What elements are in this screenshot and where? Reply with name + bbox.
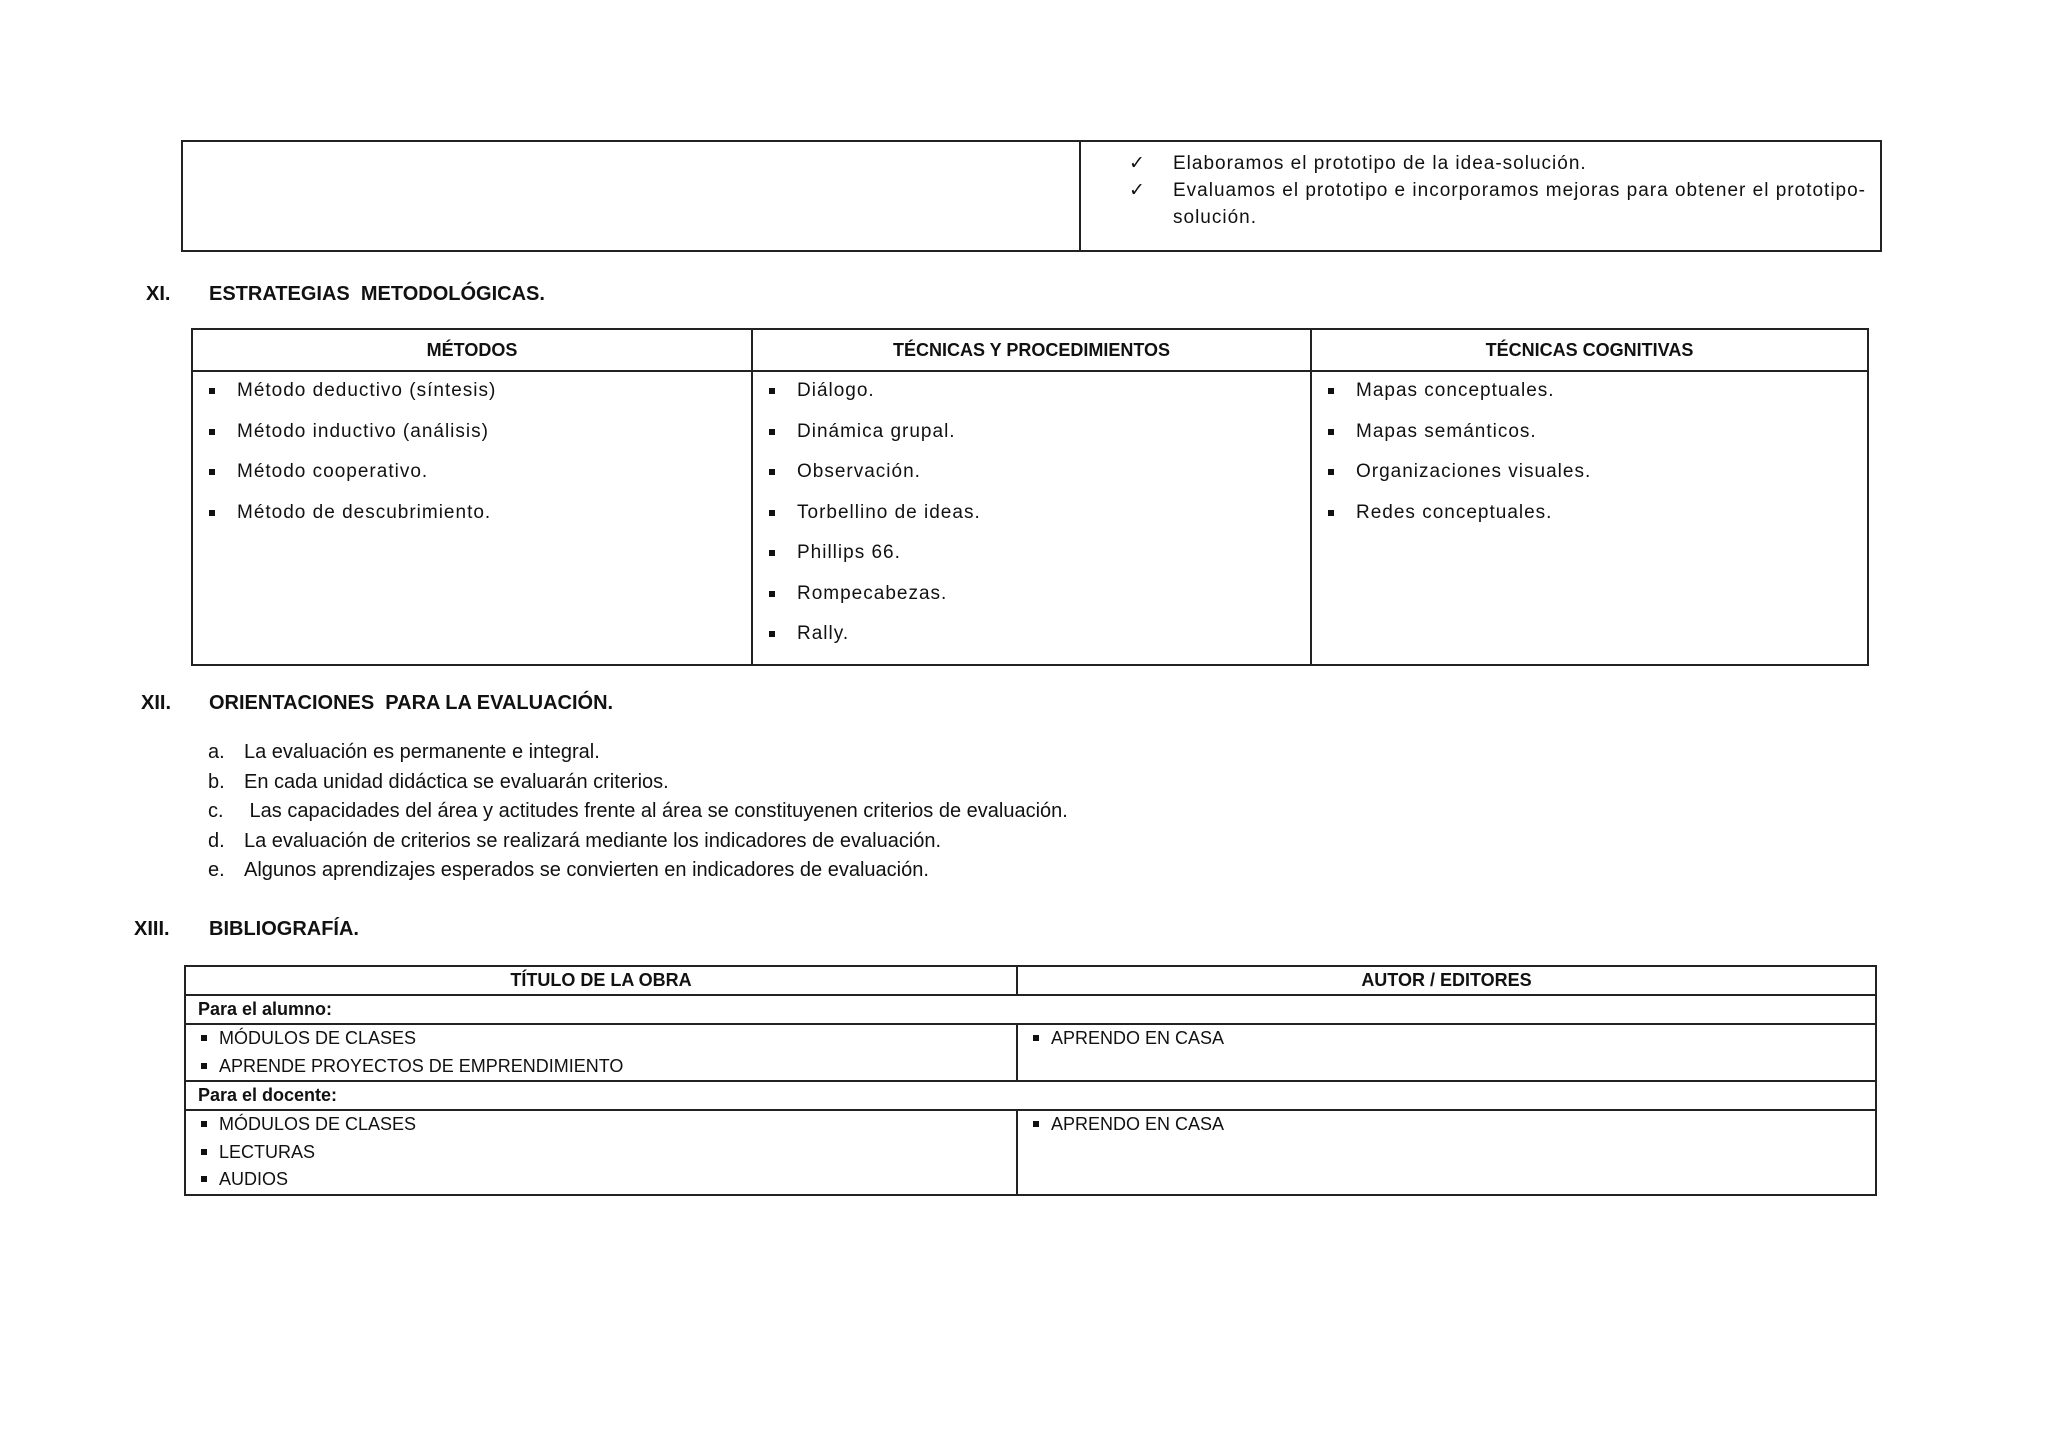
section-number: XIII. (134, 918, 170, 940)
cognitive-list (1312, 372, 1867, 542)
list-item: Diálogo. (797, 380, 1310, 421)
list-item: Método cooperativo. (237, 461, 751, 502)
student-authors-cell (1017, 1024, 1876, 1081)
item-letter: a. (208, 741, 225, 763)
item-letter: b. (208, 770, 225, 793)
prototype-table (181, 140, 1882, 252)
methods-cell (192, 371, 752, 665)
list-item (208, 827, 1068, 857)
list-item: Método de descubrimiento. (237, 502, 751, 543)
list-item: Phillips 66. (797, 542, 1310, 583)
list-item: Método inductivo (análisis) (237, 421, 751, 462)
section-number: XII. (141, 692, 172, 714)
list-item: Mapas semánticos. (1356, 421, 1867, 462)
teacher-subheading: Para el docente: (185, 1081, 1876, 1110)
list-item: Dinámica grupal. (797, 421, 1310, 462)
item-text: Las capacidades del área y actitudes frente al área se constituyenen criterios de evaluación. (244, 800, 1068, 823)
strategies-table (191, 328, 1869, 666)
list-item (208, 797, 1068, 827)
section-title: ESTRATEGIAS METODOLÓGICAS. (209, 283, 545, 305)
list-item: AUDIOS (219, 1166, 1016, 1194)
column-header: MÉTODOS (192, 329, 752, 371)
section-title: ORIENTACIONES PARA LA EVALUACIÓN. (209, 692, 614, 714)
cognitive-cell (1311, 371, 1868, 665)
item-letter: c. (208, 800, 224, 823)
student-titles-list (186, 1025, 1016, 1080)
list-item (208, 738, 1068, 768)
column-header: TÍTULO DE LA OBRA (185, 966, 1017, 995)
list-item: Redes conceptuales. (1356, 502, 1867, 543)
evaluation-list (208, 738, 1068, 886)
teacher-titles-cell (185, 1110, 1017, 1195)
list-item: Mapas conceptuales. (1356, 380, 1867, 421)
item-text: La evaluación de criterios se realizará mediante los indicadores de evaluación. (244, 829, 942, 852)
list-item: APRENDO EN CASA (1051, 1111, 1875, 1139)
list-item: ✓ Elaboramos el prototipo de la idea-solución. (1173, 150, 1866, 177)
column-header: TÉCNICAS Y PROCEDIMIENTOS (752, 329, 1311, 371)
list-item (208, 856, 1068, 886)
list-item: ✓ Evaluamos el prototipo e incorporamos mejoras para obtener el prototipo-solución. (1129, 179, 1866, 228)
techniques-list (753, 372, 1310, 664)
teacher-authors-cell (1017, 1110, 1876, 1195)
section-title: BIBLIOGRAFÍA. (209, 918, 359, 940)
item-text: Algunos aprendizajes esperados se convierten en indicadores de evaluación. (244, 859, 929, 882)
checkmark-icon: ✓ (1129, 179, 1146, 201)
column-header: TÉCNICAS COGNITIVAS (1311, 329, 1868, 371)
list-item: Torbellino de ideas. (797, 502, 1310, 543)
list-item: APRENDE PROYECTOS DE EMPRENDIMIENTO (219, 1053, 1016, 1081)
list-item: Método deductivo (síntesis) (237, 380, 751, 421)
student-authors-list (1018, 1025, 1875, 1053)
item-text: En cada unidad didáctica se evaluarán criterios. (244, 770, 669, 793)
checkmark-icon: ✓ (1129, 152, 1146, 174)
list-item: Observación. (797, 461, 1310, 502)
student-titles-cell (185, 1024, 1017, 1081)
methods-list (193, 372, 751, 542)
list-item: MÓDULOS DE CLASES (219, 1111, 1016, 1139)
item-text: La evaluación es permanente e integral. (244, 741, 600, 763)
teacher-titles-list (186, 1111, 1016, 1194)
item-letter: d. (208, 829, 225, 852)
list-item: Rally. (797, 623, 1310, 664)
bibliography-table (184, 965, 1877, 1196)
section-number: XI. (146, 283, 171, 305)
list-item: LECTURAS (219, 1139, 1016, 1167)
list-item: Organizaciones visuales. (1356, 461, 1867, 502)
list-item: MÓDULOS DE CLASES (219, 1025, 1016, 1053)
techniques-cell (752, 371, 1311, 665)
teacher-authors-list (1018, 1111, 1875, 1139)
item-letter: e. (208, 859, 225, 882)
student-subheading: Para el alumno: (185, 995, 1876, 1024)
column-header: AUTOR / EDITORES (1017, 966, 1876, 995)
list-item (208, 768, 1068, 798)
prototype-steps-cell (1080, 141, 1881, 251)
list-item: Rompecabezas. (797, 583, 1310, 624)
list-item: APRENDO EN CASA (1051, 1025, 1875, 1053)
prototype-steps-list (1081, 142, 1880, 231)
empty-cell (182, 141, 1080, 251)
